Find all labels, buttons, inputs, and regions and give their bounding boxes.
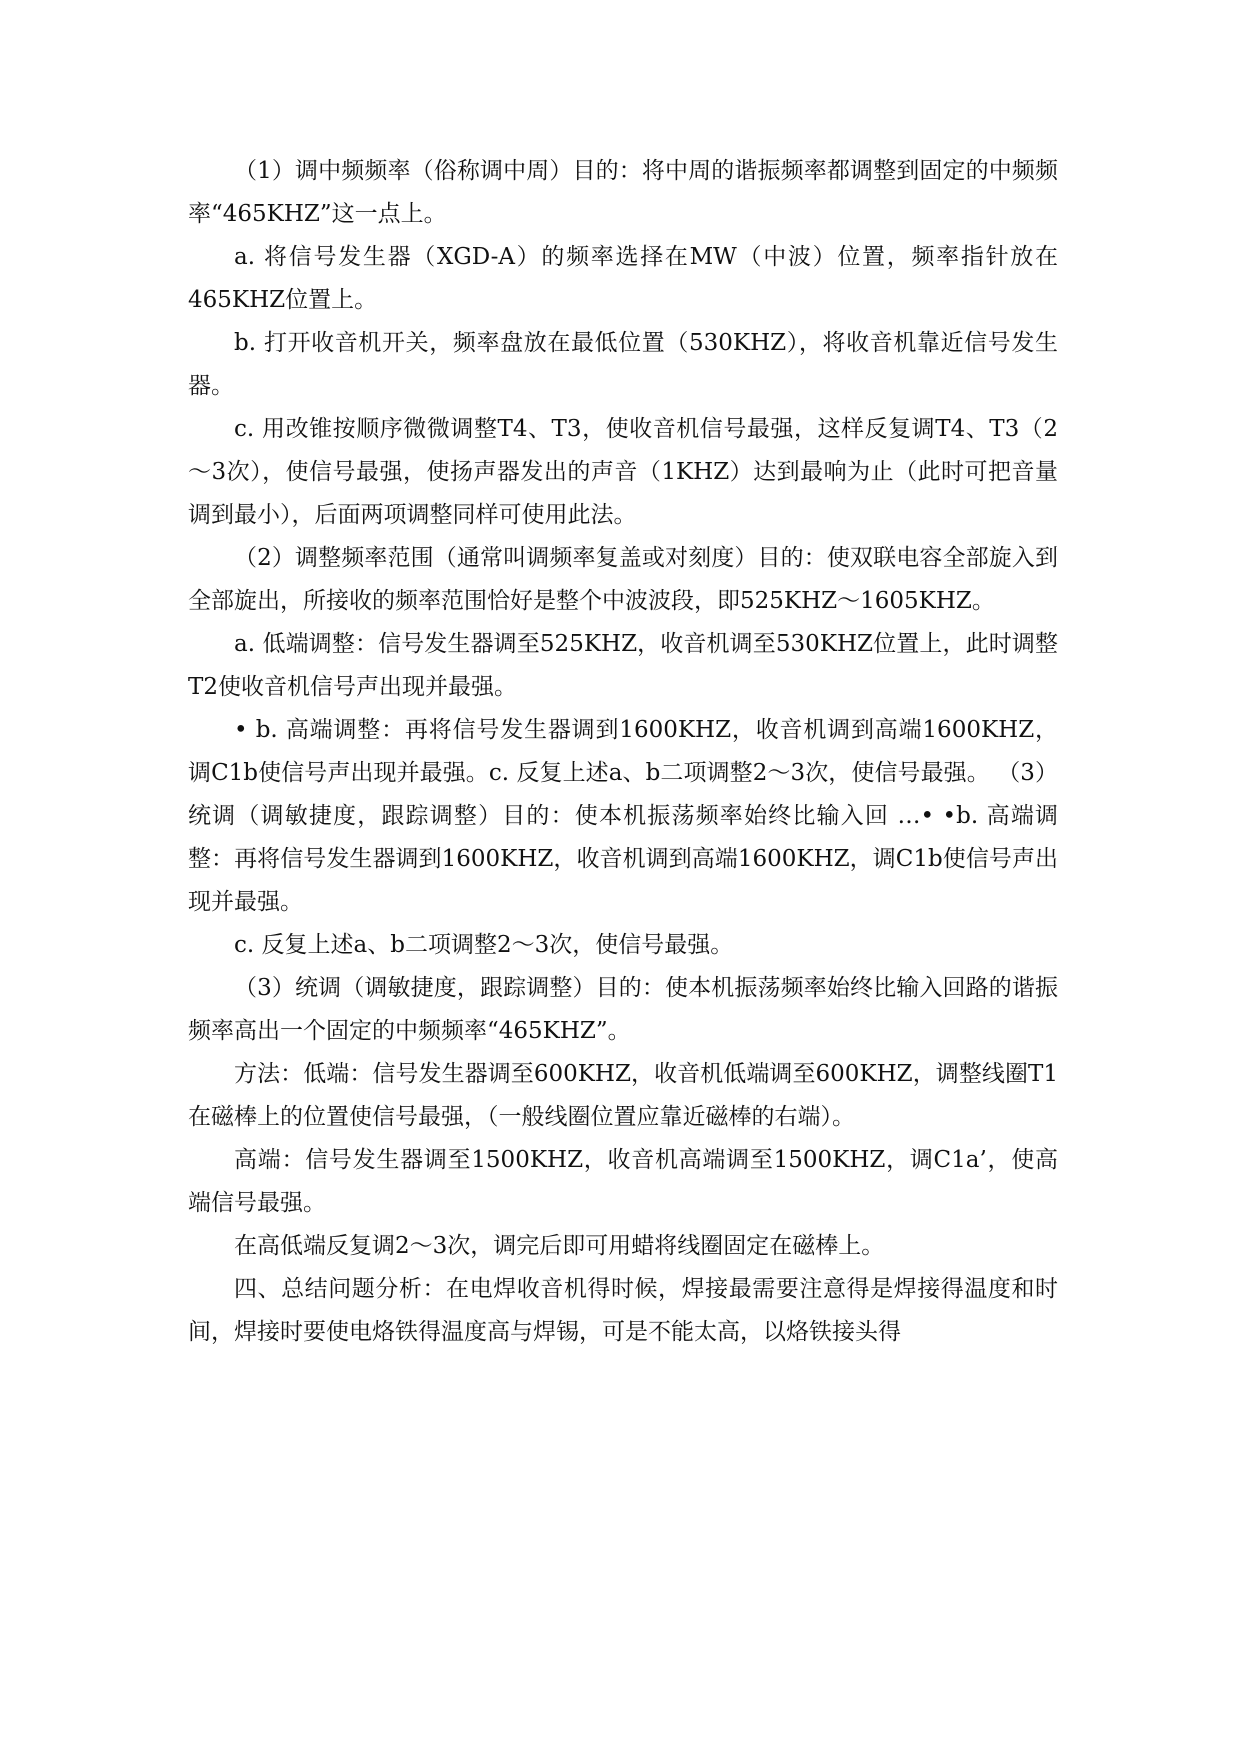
paragraph-frequency-range-adjustment: （2）调整频率范围（通常叫调频率复盖或对刻度）目的：使双联电容全部旋入到全部旋出，所接收的频率范围恰好是整个中波波段，即525KHZ～1605KHZ。 bbox=[188, 545, 1058, 614]
paragraph-intermediate-frequency-tuning: （1）调中频频率（俗称调中周）目的：将中周的谐振频率都调整到固定的中频频率“465KHZ”这一点上。 bbox=[188, 158, 1058, 227]
paragraph-tracking-adjustment: （3）统调（调敏捷度，跟踪调整）目的：使本机振荡频率始终比输入回路的谐振频率高出一个固定的中频频率“465KHZ”。 bbox=[188, 975, 1058, 1044]
paragraph-method-low-end: 方法：低端：信号发生器调至600KHZ，收音机低端调至600KHZ，调整线圈T1在磁棒上的位置使信号最强，（一般线圈位置应靠近磁棒的右端）。 bbox=[188, 1061, 1058, 1130]
paragraph-low-end-adjustment: a. 低端调整：信号发生器调至525KHZ，收音机调至530KHZ位置上，此时调整T2使收音机信号声出现并最强。 bbox=[188, 631, 1058, 700]
paragraph-step-c-adjust-t4-t3: c. 用改锥按顺序微微调整T4、T3，使收音机信号最强，这样反复调T4、T3（2～3次），使信号最强，使扬声器发出的声音（1KHZ）达到最响为止（此时可把音量调到最小），后面两项调整同样可使用此法。 bbox=[188, 416, 1058, 528]
paragraph-step-b-radio-switch: b. 打开收音机开关，频率盘放在最低位置（530KHZ），将收音机靠近信号发生器。 bbox=[188, 330, 1058, 399]
paragraph-summary-analysis: 四、总结问题分析：在电焊收音机得时候，焊接最需要注意得是焊接得温度和时间，焊接时要使电烙铁得温度高与焊锡，可是不能太高，以烙铁接头得 bbox=[188, 1276, 1058, 1345]
document-page bbox=[188, 150, 1058, 1354]
paragraph-repeat-adjustment: c. 反复上述a、b二项调整2～3次，使信号最强。 bbox=[234, 932, 734, 958]
paragraph-repeat-and-fix-coil: 在高低端反复调2～3次，调完后即可用蜡将线圈固定在磁棒上。 bbox=[234, 1233, 885, 1259]
paragraph-step-a-signal-generator: a. 将信号发生器（XGD-A）的频率选择在MW（中波）位置，频率指针放在465KHZ位置上。 bbox=[188, 244, 1058, 313]
paragraph-method-high-end: 高端：信号发生器调至1500KHZ，收音机高端调至1500KHZ，调C1a’，使高端信号最强。 bbox=[188, 1147, 1058, 1216]
paragraph-high-end-adjustment: • b. 高端调整：再将信号发生器调到1600KHZ，收音机调到高端1600KHZ，调C1b使信号声出现并最强。c. 反复上述a、b二项调整2～3次，使信号最强。 （3）统调（调敏捷度，跟踪调整）目的：使本机振荡频率始终比输入回 …• •b. 高端调整：再将信号发生器调到1600KHZ，收音机调到高端1600KHZ，调C1b使信号声出现并最强。 bbox=[188, 717, 1058, 915]
